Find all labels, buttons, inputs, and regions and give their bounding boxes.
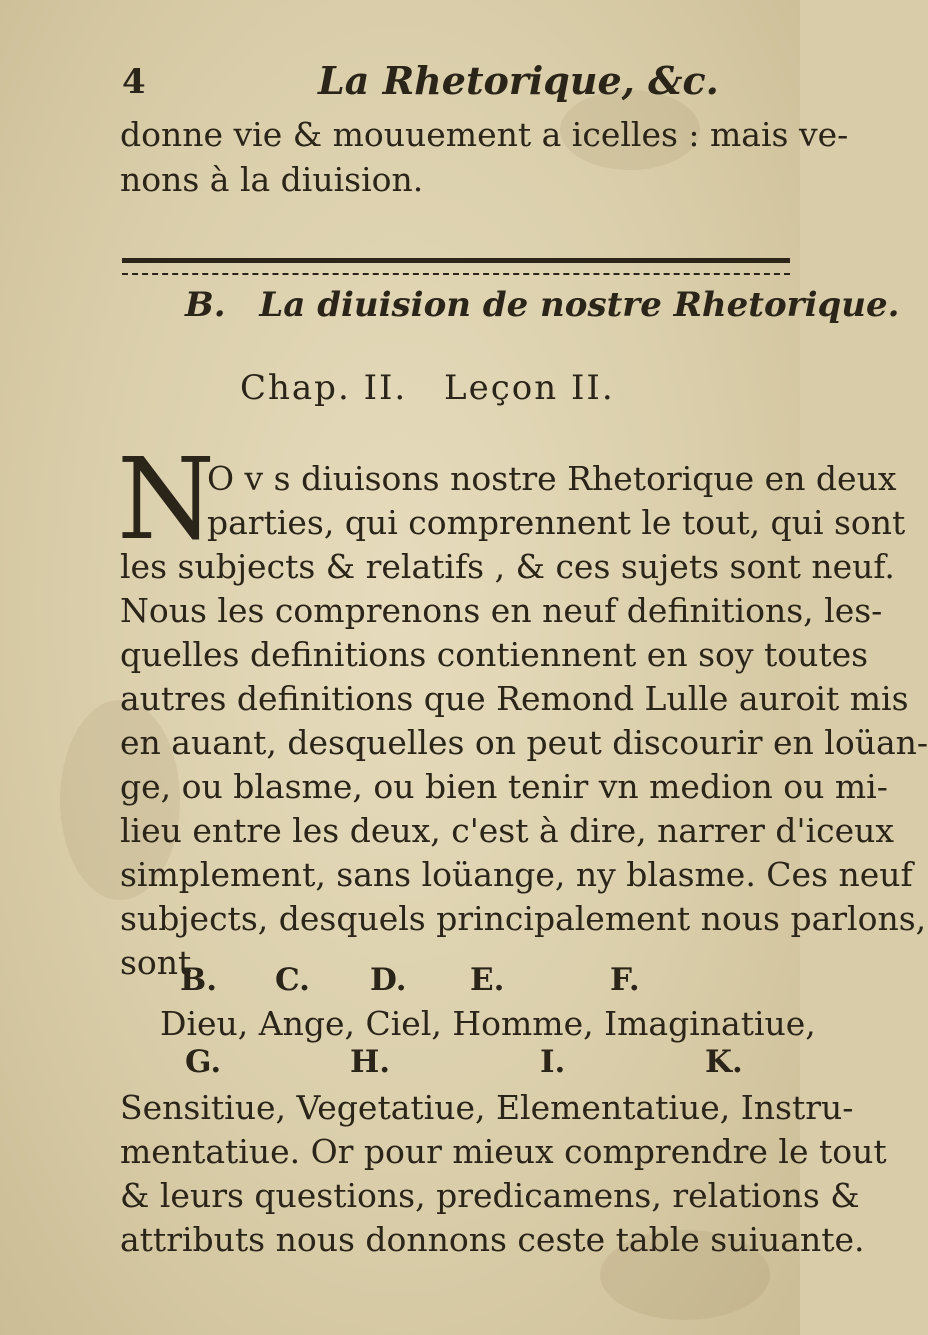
body-line-1: O v s diuisons nostre Rhetorique en deux (207, 459, 897, 498)
running-header (122, 58, 782, 108)
running-title: La Rhetorique, &c. (318, 58, 719, 103)
drop-capital: N (117, 435, 215, 565)
subject-letter: K. (705, 1044, 743, 1080)
body-line: subjects, desquels principalement nous parlons, (120, 899, 927, 938)
subject-letter: F. (610, 962, 640, 998)
body-line: lieu entre les deux, c'est à dire, narrer d'iceux (120, 811, 895, 850)
section-title: La diuision de nostre Rhetorique. (259, 285, 900, 325)
subject-letter: H. (350, 1044, 391, 1080)
body-line: quelles definitions contiennent en soy toutes (120, 635, 869, 674)
section-divider-rule (122, 258, 790, 275)
subject-letter: C. (275, 962, 310, 998)
subject-letter: I. (540, 1044, 566, 1080)
subject-words-row-1: Dieu, Ange, Ciel, Homme, Imaginatiue, (160, 1004, 816, 1043)
body-line: autres definitions que Remond Lulle auroit mis (120, 679, 909, 718)
body-line: ge, ou blasme, ou bien tenir vn medion ou mi- (120, 767, 888, 806)
section-marker: B. (185, 285, 226, 325)
subject-words-row-2: Sensitiue, Vegetatiue, Elementatiue, Instru- (120, 1088, 854, 1127)
closing-line: attributs nous donnons ceste table suiuante. (120, 1220, 865, 1259)
section-heading (185, 285, 899, 325)
subject-letter: D. (370, 962, 407, 998)
closing-line: mentatiue. Or pour mieux comprendre le tout (120, 1132, 887, 1171)
body-line: simplement, sans loüange, ny blasme. Ces neuf (120, 855, 913, 894)
page-number: 4 (122, 62, 146, 102)
subject-letter: E. (470, 962, 505, 998)
lesson-label: Leçon II. (444, 368, 615, 408)
chapter-label: Chap. II. (240, 368, 408, 408)
subject-letter: B. (180, 962, 217, 998)
intro-line-2: nons à la diuision. (120, 160, 424, 199)
body-line: sont (120, 943, 192, 982)
closing-line: & leurs questions, predicamens, relations & (120, 1176, 860, 1215)
intro-line-1: donne vie & mouuement a icelles : mais ve- (120, 115, 849, 154)
chapter-heading (240, 368, 615, 408)
body-line: Nous les comprenons en neuf definitions, les- (120, 591, 883, 630)
subject-letter: G. (185, 1044, 222, 1080)
body-line: les subjects & relatifs , & ces sujets sont neuf. (120, 547, 895, 586)
body-line: en auant, desquelles on peut discourir en loüan- (120, 723, 928, 762)
body-line-2: parties, qui comprennent le tout, qui sont (207, 503, 906, 542)
